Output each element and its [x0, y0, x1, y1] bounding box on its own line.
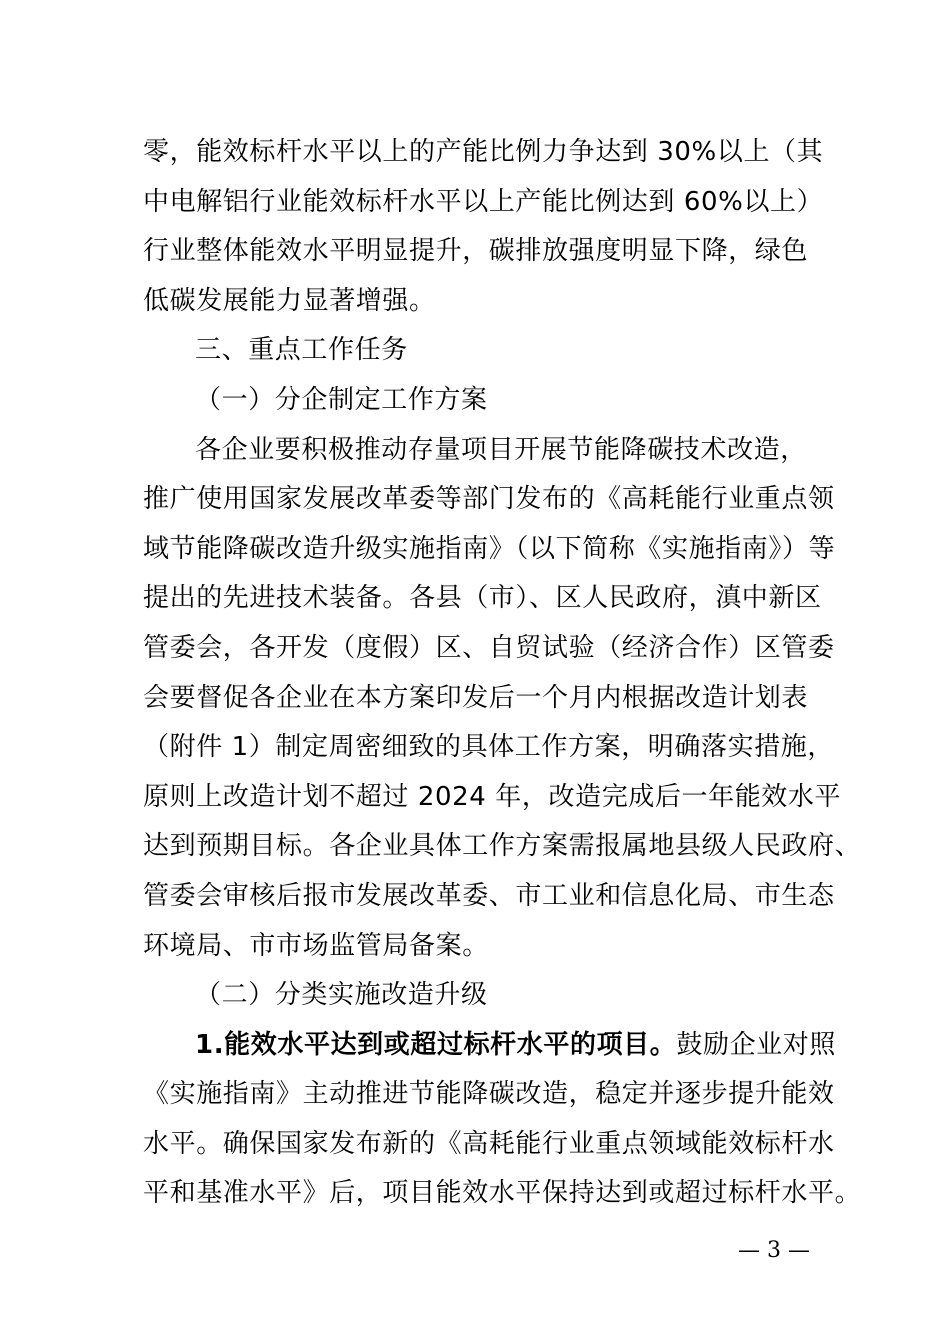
- text-line: 行业整体能效水平明显提升，碳排放强度明显下降，绿色: [143, 236, 809, 267]
- text-line: 平和基准水平》后，项目能效水平保持达到或超过标杆水平。: [143, 1178, 862, 1209]
- bold-item-line: [143, 1021, 836, 1071]
- bold-item-heading: 1.能效水平达到或超过标杆水平的项目。: [195, 1029, 677, 1060]
- text-line: 中电解铝行业能效标杆水平以上产能比例达到 60%以上）: [143, 186, 824, 217]
- section-heading: 三、重点工作任务: [195, 335, 408, 366]
- text-line: 管委会审核后报市发展改革委、市工业和信息化局、市生态: [143, 880, 835, 911]
- text-line: 会要督促各企业在本方案印发后一个月内根据改造计划表: [143, 682, 809, 713]
- text-line: 域节能降碳改造升级实施指南》（以下简称《实施指南》）等: [143, 533, 836, 564]
- subsection-heading: （一）分企制定工作方案: [195, 384, 488, 415]
- text-line: 提出的先进技术装备。各县（市）、区人民政府，滇中新区: [143, 583, 822, 614]
- text-line: 管委会，各开发（度假）区、自贸试验（经济合作）区管委: [143, 632, 835, 663]
- text-line: （附件 1）制定周密细致的具体工作方案，明确落实措施，: [143, 732, 835, 763]
- text-line: 原则上改造计划不超过 2024 年，改造完成后一年能效水平: [143, 781, 842, 812]
- text-line: 各企业要积极推动存量项目开展节能降碳技术改造，: [195, 434, 807, 465]
- text-line: 《实施指南》主动推进节能降碳改造，稳定并逐步提升能效: [143, 1079, 835, 1110]
- text-line: 零，能效标杆水平以上的产能比例力争达到 30%以上（其: [143, 137, 824, 167]
- text-line: 推广使用国家发展改革委等部门发布的《高耗能行业重点领: [143, 484, 835, 515]
- text-line: 达到预期目标。各企业具体工作方案需报属地县级人民政府、: [143, 831, 862, 862]
- page-number: — 3 —: [738, 1238, 810, 1263]
- text-line: 环境局、市市场监管局备案。: [143, 930, 489, 961]
- subsection-heading: （二）分类实施改造升级: [195, 980, 488, 1011]
- text-line: 低碳发展能力显著增强。: [143, 285, 436, 316]
- bold-item-rest: 鼓励企业对照: [676, 1029, 836, 1060]
- text-line: 水平。确保国家发布新的《高耗能行业重点领域能效标杆水: [143, 1128, 835, 1159]
- body-text: [143, 128, 862, 1219]
